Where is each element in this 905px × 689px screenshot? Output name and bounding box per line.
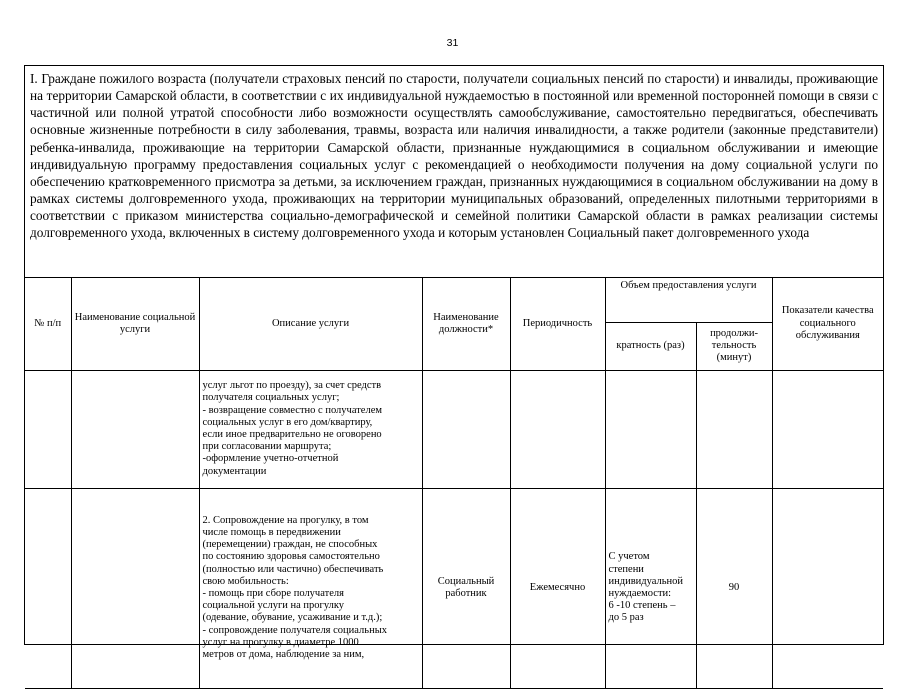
description-line: услуг льгот по проезду), за счет средств: [202, 380, 382, 392]
description-line: 2. Сопровождение на прогулку, в том: [202, 514, 369, 526]
col-header-quality: Показатели качества социального обслуживания: [772, 278, 883, 370]
cell-name: [71, 488, 199, 688]
description-line: (одевание, обувание, усаживание и т.д.);: [202, 612, 383, 624]
table-row: [25, 488, 883, 688]
cell-description: [199, 488, 422, 688]
description-line: - сопровождение получателя социальных: [202, 624, 387, 636]
description-line: получателя социальных услуг;: [202, 392, 340, 404]
cell-name: [71, 370, 199, 488]
col-header-position: Наименование должности*: [422, 278, 510, 370]
services-table: [25, 278, 883, 689]
description-line: числе помощь в передвижении: [202, 526, 341, 538]
cell-quality: [772, 370, 883, 488]
multiplicity-line: степени: [608, 563, 644, 575]
description-line: если иное предварительно не оговорено: [202, 429, 382, 440]
cell-duration: [696, 370, 772, 488]
col-header-name: Наименование социальной услуги: [71, 278, 199, 370]
description-line: социальных услуг в его дом/квартиру,: [202, 416, 373, 428]
description-line: -оформление учетно-отчетной: [202, 453, 339, 465]
col-header-duration: продолжи-тельность (минут): [696, 322, 772, 370]
col-header-periodicity: Периодичность: [510, 278, 605, 370]
multiplicity-line: С учетом: [608, 551, 650, 563]
cell-num: [25, 370, 71, 488]
cell-multiplicity: [605, 370, 696, 488]
page-number: 31: [446, 37, 459, 49]
table-header-row: [25, 278, 883, 322]
cell-periodicity: Ежемесячно: [510, 488, 605, 688]
col-header-description: Описание услуги: [199, 278, 422, 370]
description-line: социальной услуги на прогулку: [202, 600, 345, 612]
multiplicity-line: до 5 раз: [608, 612, 644, 624]
col-header-num: № п/п: [25, 278, 71, 370]
multiplicity-line: нуждаемости:: [608, 588, 672, 599]
description-line: услуг на прогулку в диаметре 1000: [202, 636, 359, 648]
section-heading-text: I. Граждане пожилого возраста (получатели страховых пенсий по старости, получатели социальных пенсий по старости) и инвалиды, проживающие на территории Самарской области, в соответствии с их индивидуальной нуждаемостью в постоянной или временной посторонней помощи в связи с частичной или полной утратой способности либо возможности осуществлять самообслуживание, самостоятельно передвигаться, обеспечивать основные жизненные потребности в силу заболевания, травмы, возраста или наличия инвалидности, а также родители (законные представители) ребенка-инвалида, проживающие на территории Самарской области, признанные нуждающимися в социальном обслуживании и имеющие индивидуальную программу предоставления социальных услуг с рекомендацией о необходимости получения на дому социальной услуги по обеспечению кратковременного присмотра за детьми, за исключением граждан, признанных нуждающимися в социальном обслуживании на дому в рамках системы долговременного ухода, проживающих на территории муниципальных образований, определенных пилотными территориями в соответствии с приказом министерства социально-демографической и семейной политики Самарской области в рамках реализации системы долговременного ухода, включенных в систему долговременного ухода и которым установлен Социальный пакет долговременного ухода: [30, 71, 878, 241]
description-line: документации: [202, 465, 267, 477]
cell-quality: [772, 488, 883, 688]
cell-description: [199, 370, 422, 488]
multiplicity-line: 6 -10 степень –: [608, 600, 676, 612]
cell-position: [422, 370, 510, 488]
description-line: (полностью или частично) обеспечивать: [202, 563, 384, 575]
col-header-multiplicity: кратность (раз): [605, 322, 696, 370]
section-heading: [25, 66, 883, 278]
description-line: по состоянию здоровья самостоятельно: [202, 551, 380, 563]
cell-position: Социальный работник: [422, 488, 510, 688]
cell-multiplicity: [605, 488, 696, 688]
cell-num: [25, 488, 71, 688]
description-line: - возвращение совместно с получателем: [202, 404, 383, 416]
service-standard-document: [24, 65, 884, 661]
cell-periodicity: [510, 370, 605, 488]
description-line: (перемещении) граждан, не способных: [202, 539, 378, 551]
multiplicity-line: индивидуальной: [608, 575, 683, 587]
table-row: [25, 370, 883, 488]
description-line: метров от дома, наблюдение за ним,: [202, 649, 365, 661]
cell-duration: 90: [696, 488, 772, 688]
description-line: свою мобильность:: [202, 575, 289, 587]
description-line: при согласовании маршрута;: [202, 441, 332, 453]
description-line: - помощь при сборе получателя: [202, 588, 344, 599]
col-header-volume: Объем предоставления услуги: [605, 278, 772, 322]
